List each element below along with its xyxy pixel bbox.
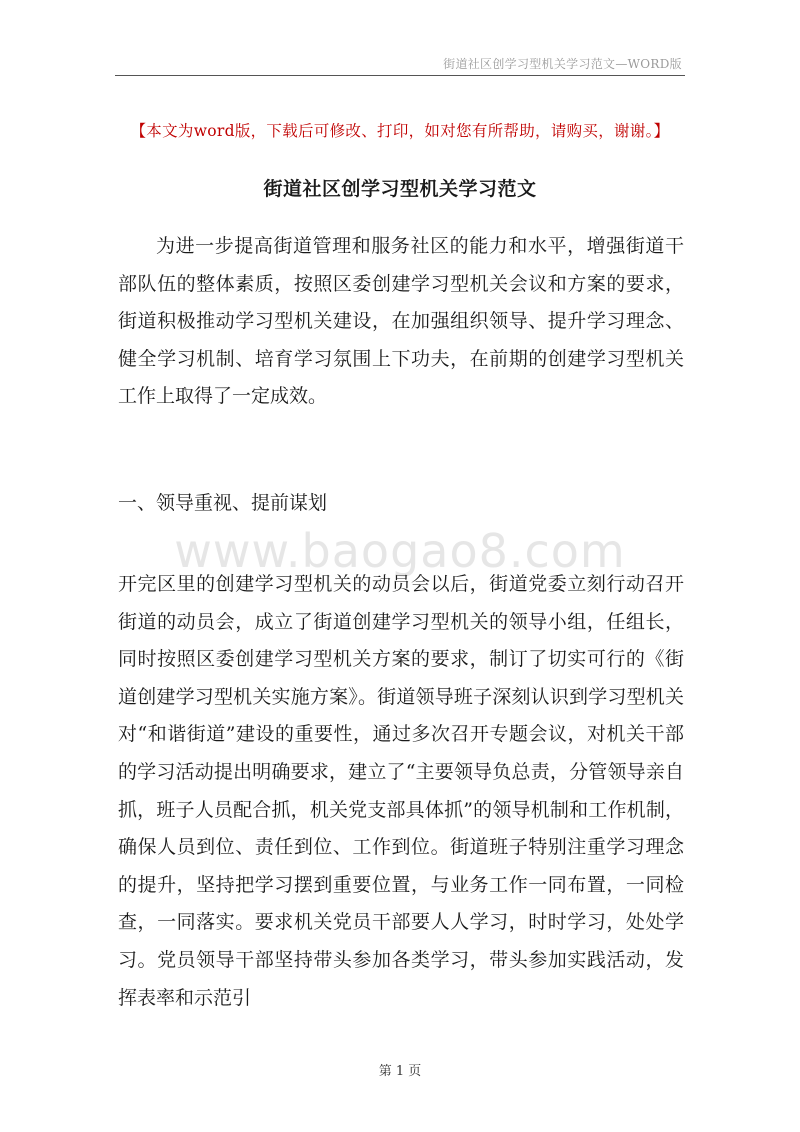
body-paragraph: 开完区里的创建学习型机关的动员会以后，街道党委立刻行动召开街道的动员会，成立了街道创建学习型机关的领导小组，任组长，同时按照区委创建学习型机关方案的要求，制订了切实可行的《街道创建学习型机关实施方案》。街道领导班子深刻认识到学习型机关对“和谐街道”建设的重要性，通过多次召开专题会议，对机关干部的学习活动提出明确要求，建立了“主要领导负总责，分管领导亲自抓，班子人员配合抓，机关党支部具体抓”的领导机制和工作机制，确保人员到位、责任到位、工作到位。街道班子特别注重学习理念的提升，坚持把学习摆到重要位置，与业务工作一同布置，一同检查，一同落实。要求机关党员干部要人人学习，时时学习，处处学习。党员领导干部坚持带头参加各类学习，带头参加实践活动，发挥表率和示范引: [118, 573, 684, 1009]
page-number: 第 1 页: [378, 1064, 422, 1079]
download-notice: 【本文为word版，下载后可修改、打印，如对您有所帮助，请购买，谢谢。】: [130, 122, 670, 140]
intro-paragraph: 为进一步提高街道管理和服务社区的能力和水平，增强街道干部队伍的整体素质，按照区委创建学习型机关会议和方案的要求，街道积极推动学习型机关建设，在加强组织领导、提升学习理念、健全学习机制、培育学习氛围上下功夫，在前期的创建学习型机关工作上取得了一定成效。: [118, 235, 684, 408]
document-title: 街道社区创学习型机关学习范文: [263, 178, 537, 200]
running-header: 街道社区创学习型机关学习范文—WORD版: [443, 57, 682, 71]
section-heading: 一、领导重视、提前谋划: [118, 492, 328, 514]
header-divider: [115, 75, 685, 76]
watermark: www.baogao8.com: [174, 524, 626, 578]
